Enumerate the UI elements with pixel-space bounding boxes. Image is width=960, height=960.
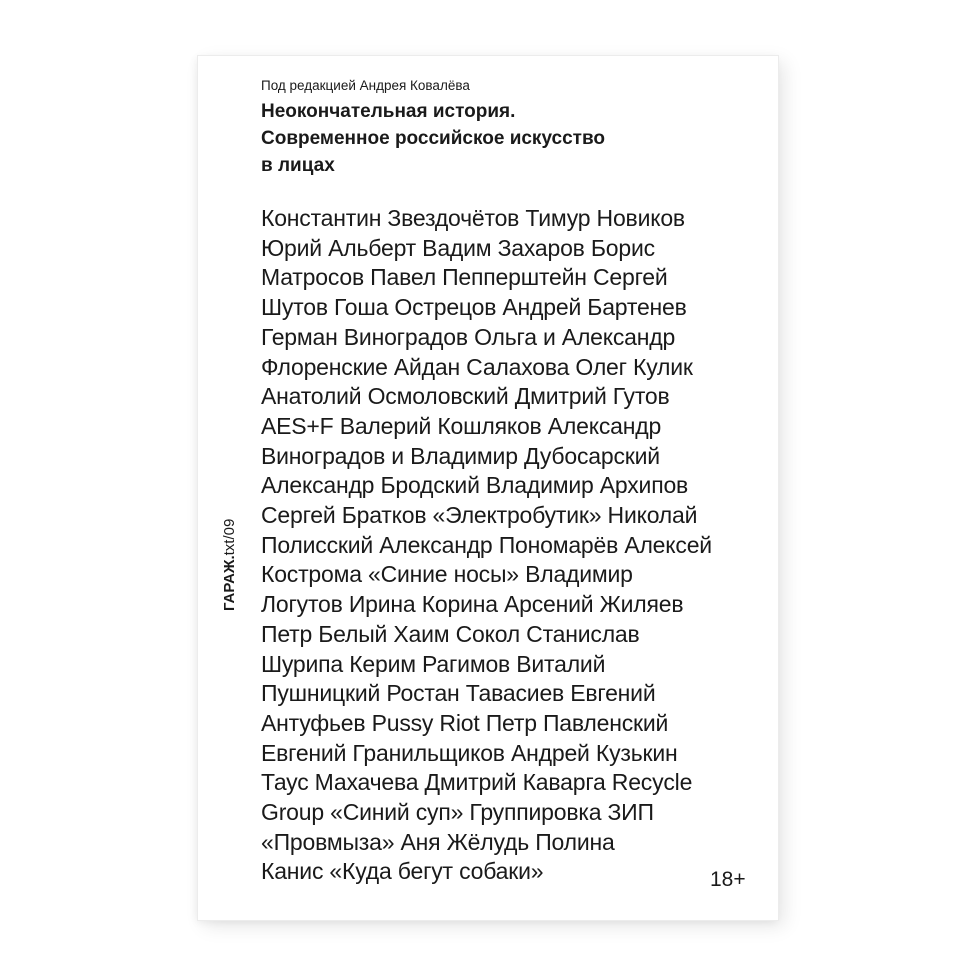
names-line: Матросов Павел Пепперштейн Сергей [261, 264, 668, 291]
names-line: Канис «Куда бегут собаки» [261, 858, 544, 885]
age-rating-badge: 18+ [710, 868, 746, 891]
names-line: Group «Синий суп» Группировка ЗИП [261, 799, 654, 826]
book-title [261, 98, 605, 179]
names-line: Виноградов и Владимир Дубосарский [261, 442, 660, 469]
title-line: Неокончательная история. [261, 101, 516, 122]
names-line: Логутов Ирина Корина Арсений Жиляев [261, 591, 684, 618]
series-label [222, 519, 238, 611]
names-line: Сергей Братков «Электробутик» Николай [261, 502, 698, 529]
names-line: Шурипа Керим Рагимов Виталий [261, 650, 606, 677]
names-line: Флоренские Айдан Салахова Олег Кулик [261, 353, 693, 380]
names-line: Шутов Гоша Острецов Андрей Бартенев [261, 294, 687, 321]
series-number: txt/09 [221, 518, 238, 556]
book-cover [198, 56, 778, 920]
editor-credit: Под редакцией Андрея Ковалёва [261, 78, 470, 93]
title-line: в лицах [261, 155, 335, 176]
artist-names-list [261, 204, 712, 887]
names-line: Кострома «Синие носы» Владимир [261, 561, 633, 588]
names-line: Герман Виноградов Ольга и Александр [261, 323, 676, 350]
title-line: Современное российское искусство [261, 128, 606, 149]
names-line: «Провмыза» Аня Жёлудь Полина [261, 828, 615, 855]
names-line: AES+F Валерий Кошляков Александр [261, 412, 662, 439]
names-line: Евгений Гранильщиков Андрей Кузькин [261, 739, 678, 766]
names-line: Полисский Александр Пономарёв Алексей [261, 531, 712, 558]
names-line: Александр Бродский Владимир Архипов [261, 472, 689, 499]
names-line: Анатолий Осмоловский Дмитрий Гутов [261, 383, 670, 410]
names-line: Юрий Альберт Вадим Захаров Борис [261, 234, 655, 261]
names-line: Таус Махачева Дмитрий Каварга Recycle [261, 769, 693, 796]
names-line: Пушницкий Ростан Тавасиев Евгений [261, 680, 656, 707]
names-line: Антуфьев Pussy Riot Петр Павленский [261, 709, 669, 736]
names-line: Петр Белый Хаим Сокол Станислав [261, 620, 640, 647]
series-brand: ГАРАЖ. [221, 555, 238, 611]
names-line: Константин Звездочётов Тимур Новиков [261, 205, 685, 231]
